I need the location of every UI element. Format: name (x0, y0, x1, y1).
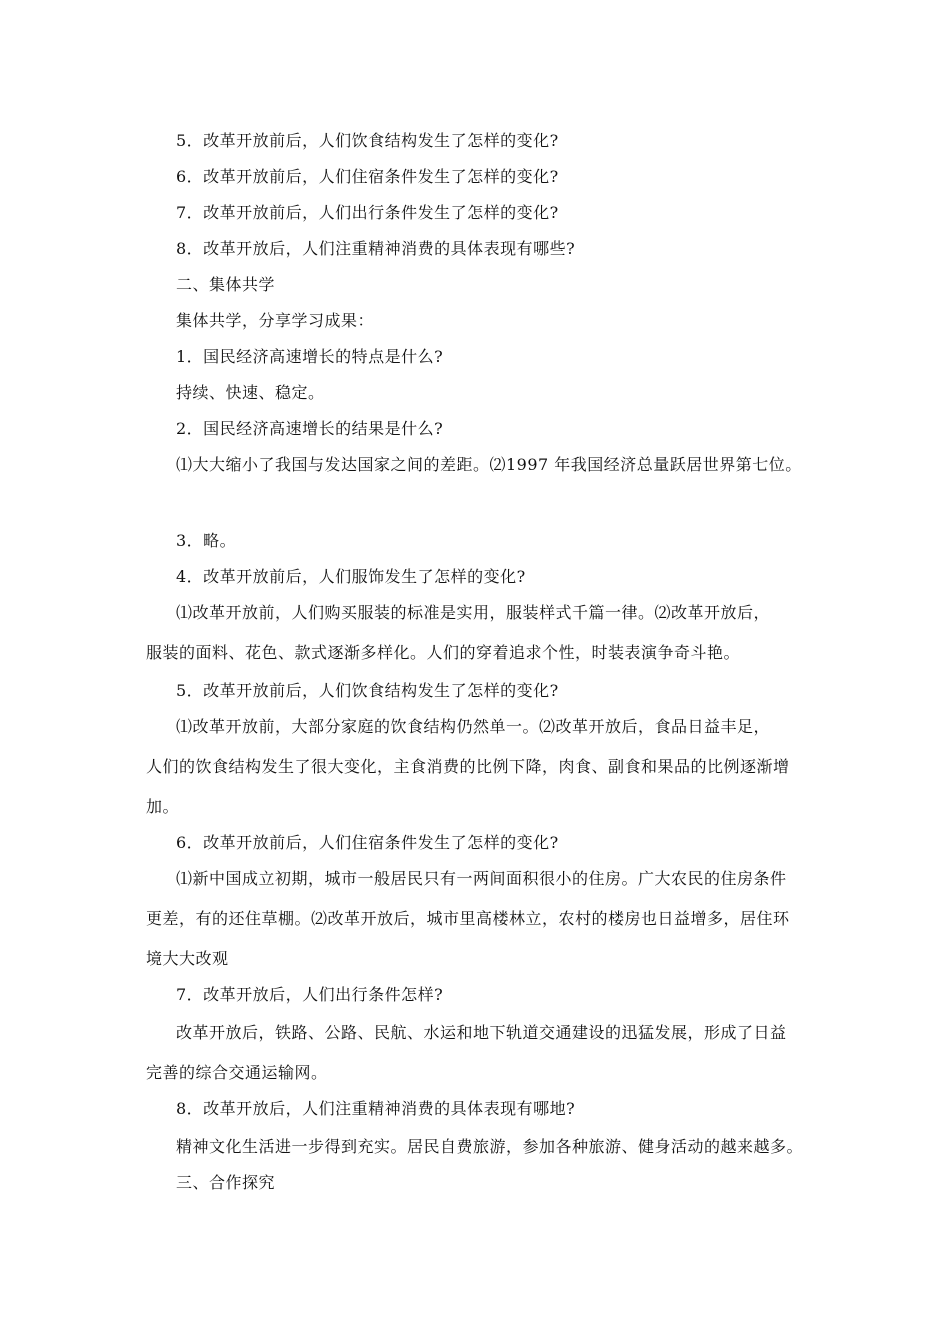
question-2: 2．国民经济高速增长的结果是什么? (176, 419, 444, 438)
preview-question-6: 6．改革开放前后，人们住宿条件发生了怎样的变化? (176, 167, 559, 186)
answer-7-line-1: 改革开放后，铁路、公路、民航、水运和地下轨道交通建设的迅猛发展，形成了日益 (176, 1023, 787, 1042)
answer-5-line-1: ⑴改革开放前，大部分家庭的饮食结构仍然单一。⑵改革开放后，食品日益丰足， (176, 717, 771, 736)
question-8: 8．改革开放后，人们注重精神消费的具体表现有哪地? (176, 1099, 576, 1118)
answer-7-line-2: 完善的综合交通运输网。 (146, 1063, 328, 1082)
section-heading-2: 二、集体共学 (176, 275, 276, 294)
answer-6-line-3: 境大大改观 (146, 949, 229, 968)
answer-5-line-2: 人们的饮食结构发生了很大变化，主食消费的比例下降，肉食、副食和果品的比例逐渐增 (146, 757, 790, 776)
question-3: 3．略。 (176, 531, 237, 550)
answer-1: 持续、快速、稳定。 (176, 383, 325, 402)
answer-2: ⑴大大缩小了我国与发达国家之间的差距。⑵1997 年我国经济总量跃居世界第七位。 (176, 455, 802, 474)
answer-4-line-1: ⑴改革开放前，人们购买服装的标准是实用，服装样式千篇一律。⑵改革开放后， (176, 603, 771, 622)
section-intro: 集体共学，分享学习成果： (176, 311, 375, 330)
question-6: 6．改革开放前后，人们住宿条件发生了怎样的变化? (176, 833, 559, 852)
answer-6-line-1: ⑴新中国成立初期，城市一般居民只有一两间面积很小的住房。广大农民的住房条件 (176, 869, 787, 888)
answer-6-line-2: 更差，有的还住草棚。⑵改革开放后，城市里高楼林立，农村的楼房也日益增多，居住环 (146, 909, 790, 928)
preview-question-8: 8．改革开放后，人们注重精神消费的具体表现有哪些? (176, 239, 576, 258)
question-4: 4．改革开放前后，人们服饰发生了怎样的变化? (176, 567, 526, 586)
section-heading-3: 三、合作探究 (176, 1173, 276, 1192)
answer-4-line-2: 服装的面料、花色、款式逐渐多样化。人们的穿着追求个性，时装表演争奇斗艳。 (146, 643, 741, 662)
question-5: 5．改革开放前后，人们饮食结构发生了怎样的变化? (176, 681, 559, 700)
preview-question-5: 5．改革开放前后，人们饮食结构发生了怎样的变化? (176, 131, 559, 150)
answer-8: 精神文化生活进一步得到充实。居民自费旅游，参加各种旅游、健身活动的越来越多。 (176, 1137, 804, 1156)
answer-5-line-3: 加。 (146, 797, 180, 816)
preview-question-7: 7．改革开放前后，人们出行条件发生了怎样的变化? (176, 203, 559, 222)
question-1: 1．国民经济高速增长的特点是什么? (176, 347, 444, 366)
question-7: 7．改革开放后，人们出行条件怎样? (176, 985, 444, 1004)
